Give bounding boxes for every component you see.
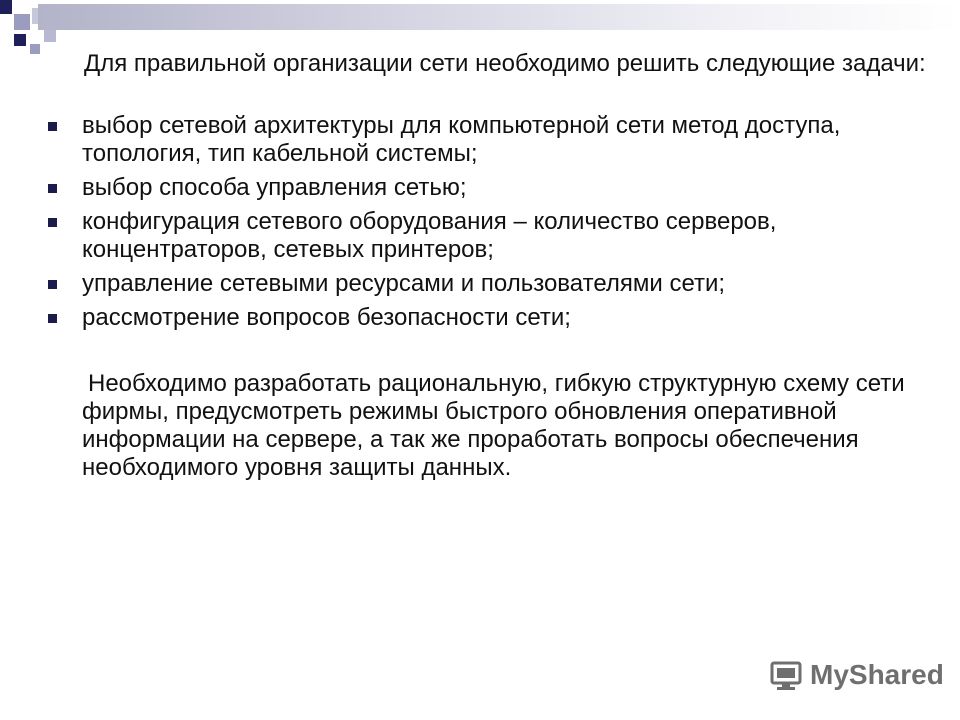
deco-square-5	[30, 44, 40, 54]
task-text: конфигурация сетевого оборудования – количество серверов, концентраторов, сетевых принтеров;	[82, 208, 777, 263]
myshared-logo-icon	[768, 657, 804, 693]
closing-text: Необходимо разработать рациональную, гибкую структурную схему сети фирмы, предусмотреть режимы быстрого обновления оперативной информации на сервере, а так же проработать вопросы обеспечения необходимого уровня защиты данных.	[82, 370, 905, 481]
task-text: управление сетевыми ресурсами и пользователями сети;	[82, 270, 726, 297]
square-bullet-icon	[48, 314, 57, 323]
task-text: выбор сетевой архитектуры для компьютерной сети метод доступа, топология, тип кабельной системы;	[82, 112, 841, 167]
task-text: выбор способа управления сетью;	[82, 174, 467, 201]
task-list	[82, 112, 942, 332]
task-item	[82, 208, 942, 264]
square-bullet-icon	[48, 218, 57, 227]
square-bullet-icon	[48, 184, 57, 193]
intro-text: Для правильной организации сети необходимо решить следующие задачи:	[84, 50, 926, 77]
task-item	[82, 270, 942, 298]
square-bullet-icon	[48, 280, 57, 289]
top-gradient-bar	[38, 4, 960, 30]
myshared-watermark	[768, 655, 944, 695]
task-item	[82, 112, 942, 168]
task-item	[82, 304, 942, 332]
square-bullet-icon	[48, 122, 57, 131]
task-item	[82, 174, 942, 202]
deco-square-2	[14, 14, 30, 30]
task-text: рассмотрение вопросов безопасности сети;	[82, 304, 571, 331]
deco-square-6	[44, 30, 56, 42]
slide-content	[82, 50, 942, 482]
watermark-text: MyShared	[810, 659, 944, 690]
deco-square-4	[14, 34, 26, 46]
deco-square-1	[0, 0, 12, 14]
